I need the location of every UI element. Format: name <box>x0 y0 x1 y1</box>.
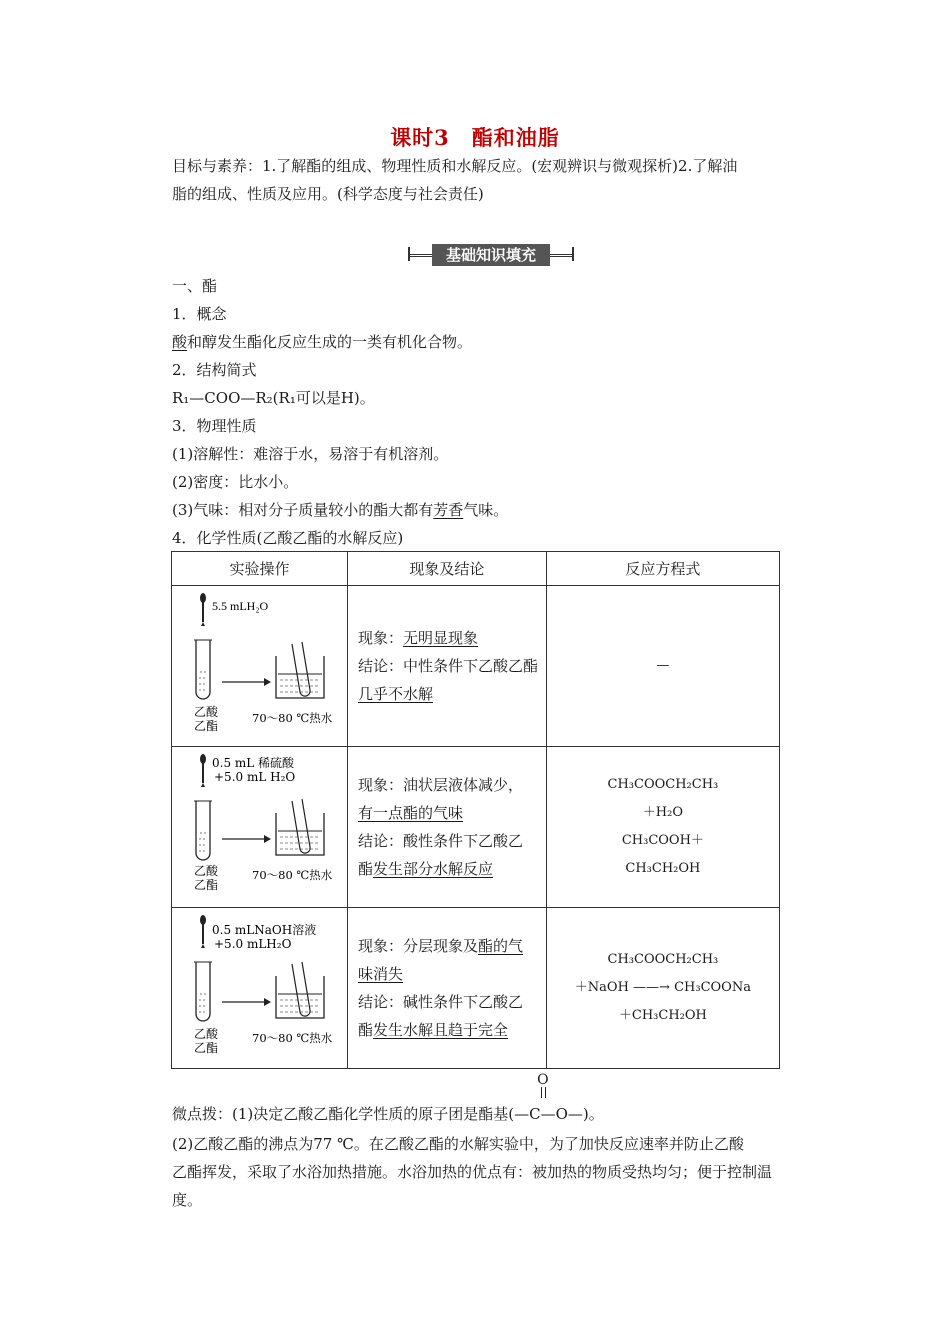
bath-label: 70～80 ℃热水 <box>252 1031 333 1045</box>
bath-label: 70～80 ℃热水 <box>252 711 333 725</box>
phenomenon-text <box>348 771 546 883</box>
ester-group-chain: —C—O— <box>514 1105 583 1123</box>
tip-2 <box>172 1130 812 1214</box>
phen-label: 现象：油状层液体减少， <box>358 776 524 794</box>
ester-double-bond-right <box>545 1087 547 1098</box>
physical-density: (2)密度：比水小。 <box>172 473 299 491</box>
physical-solubility: (1)溶解性：难溶于水，易溶于有机溶剂。 <box>172 445 449 463</box>
hydrolysis-table <box>171 551 780 1069</box>
equation-line: CH₃COOH＋ <box>621 833 704 848</box>
phen-label: 现象： <box>358 629 404 647</box>
dropper-icon <box>200 593 206 626</box>
odor-text-pre: (3)气味：相对分子质量较小的酯大都有 <box>172 501 434 519</box>
phenomenon-cell <box>348 747 547 908</box>
chemical-heading: 4．化学性质(乙酸乙酯的水解反应) <box>172 529 404 547</box>
base-setup-diagram <box>172 908 347 1064</box>
arrow-icon <box>222 835 271 843</box>
equation-line: CH₃CH₂OH <box>625 861 701 876</box>
physical-heading: 3．物理性质 <box>172 417 257 435</box>
tip-2-line-1: (2)乙酸乙酯的沸点为77 ℃。在乙酸乙酯的水解实验中，为了加快反应速率并防止乙酸 <box>172 1135 744 1153</box>
section-heading: 一、酯 <box>172 277 218 295</box>
concept-body: 和醇发生酯化反应生成的一类有机化合物。 <box>187 333 473 351</box>
concept-heading: 1．概念 <box>172 305 227 323</box>
ester-double-bond-left <box>541 1087 543 1098</box>
concl-label: 结论：中性条件下乙酸乙酯 <box>358 657 539 675</box>
phen-blank: 无明显现象 <box>403 629 479 647</box>
banner-cap-right <box>572 247 574 261</box>
beaker-icon <box>276 799 324 855</box>
tube-label-2: 乙酯 <box>194 1041 219 1055</box>
tube-label-2: 乙酯 <box>194 878 219 892</box>
acid-setup-diagram <box>172 747 347 903</box>
phenomenon-cell <box>348 586 547 747</box>
tip-2-line-2: 乙酯挥发，采取了水浴加热措施。水浴加热的优点有：被加热的物质受热均匀；便于控制温 <box>172 1163 773 1181</box>
structure-formula: R₁—COO—R₂(R₁可以是H)。 <box>172 389 375 407</box>
equation-line: ＋H₂O <box>642 805 683 820</box>
tip-1-text: 微点拨：(1)决定乙酸乙酯化学性质的原子团是酯基( <box>172 1105 515 1123</box>
concl-label: 结论：酸性条件下乙酸乙酯 <box>358 832 524 878</box>
equation-line: ＋CH₃CH₂OH <box>618 1008 707 1023</box>
reagent-label: 5.5 mLH₂O <box>212 599 269 613</box>
tip-1 <box>172 1072 604 1128</box>
ester-carbonyl-oxygen: O <box>537 1072 549 1088</box>
experiment-diagram <box>172 908 348 1069</box>
experiment-diagram <box>172 747 348 908</box>
concl-blank: 发生部分水解反应 <box>373 860 494 878</box>
concept-blank: 酸 <box>172 333 188 351</box>
concl-label: 结论：碱性条件下乙酸乙酯 <box>358 993 524 1039</box>
equation-line: ＋NaOH ——→ CH₃COONa <box>574 980 751 995</box>
table-row <box>172 747 780 908</box>
objectives <box>172 152 812 208</box>
reagent-label-1: 0.5 mL 稀硫酸 <box>212 756 295 770</box>
reagent-label-2: +5.0 mLH₂O <box>214 937 292 951</box>
phenomenon-cell <box>348 908 547 1069</box>
beaker-icon <box>276 962 324 1018</box>
phenomenon-text <box>348 624 546 708</box>
phen-blank: 有一点酯的气味 <box>358 804 464 822</box>
objectives-line-2: 脂的组成、性质及应用。(科学态度与社会责任) <box>172 185 484 203</box>
tube-label-1: 乙酸 <box>194 864 219 878</box>
bath-label: 70～80 ℃热水 <box>252 868 333 882</box>
odor-text-post: 气味。 <box>463 501 509 519</box>
table-row <box>172 586 780 747</box>
tube-label-1: 乙酸 <box>194 705 219 719</box>
header-equation: 反应方程式 <box>546 552 779 586</box>
header-phenomenon: 现象及结论 <box>348 552 547 586</box>
structure-heading: 2．结构简式 <box>172 361 257 379</box>
concl-blank: 几乎不水解 <box>358 685 434 703</box>
conclusion-text <box>358 652 546 708</box>
dropper-icon <box>200 754 206 787</box>
table-row <box>172 908 780 1069</box>
phen-blank: 酯的气味消失 <box>358 937 524 983</box>
equation-cell <box>546 747 779 908</box>
equation-line: — <box>656 658 670 673</box>
tube-label-2: 乙酯 <box>194 719 219 733</box>
reagent-label-1: 0.5 mLNaOH溶液 <box>212 923 317 937</box>
banner-cap-left <box>408 247 410 261</box>
arrow-icon <box>222 998 271 1006</box>
section-banner <box>408 244 574 266</box>
test-tube-icon <box>194 640 212 699</box>
equation-line: CH₃COOCH₂CH₃ <box>607 777 719 792</box>
beaker-icon <box>276 642 324 698</box>
dropper-icon <box>200 915 206 948</box>
tip-2-line-3: 度。 <box>172 1191 203 1209</box>
physical-odor <box>172 496 508 524</box>
conclusion-text <box>358 988 530 1044</box>
tube-label-1: 乙酸 <box>194 1027 219 1041</box>
equation-line: CH₃COOCH₂CH₃ <box>607 952 719 967</box>
tip-1-end: )。 <box>582 1105 604 1123</box>
odor-blank: 芳香 <box>433 501 464 519</box>
header-operation: 实验操作 <box>172 552 348 586</box>
concept-text <box>172 328 472 356</box>
phen-label: 现象：分层现象及 <box>358 937 479 955</box>
test-tube-icon <box>194 962 212 1021</box>
experiment-diagram <box>172 586 348 747</box>
phenomenon-text <box>348 932 546 1044</box>
page-title: 课时3 酯和油脂 <box>390 125 560 150</box>
table-header-row <box>172 552 780 586</box>
conclusion-text <box>358 827 530 883</box>
banner-label: 基础知识填充 <box>432 244 550 266</box>
reagent-label-2: +5.0 mL H₂O <box>214 770 296 784</box>
neutral-setup-diagram <box>172 586 347 742</box>
objectives-line-1: 目标与素养：1.了解酯的组成、物理性质和水解反应。(宏观辨识与微观探析)2.了解油 <box>172 157 738 175</box>
concl-blank: 发生水解且趋于完全 <box>373 1021 509 1039</box>
equation-cell <box>546 908 779 1069</box>
ester-group-structure <box>514 1072 583 1128</box>
test-tube-icon <box>194 801 212 860</box>
arrow-icon <box>222 678 271 686</box>
equation-cell <box>546 586 779 747</box>
